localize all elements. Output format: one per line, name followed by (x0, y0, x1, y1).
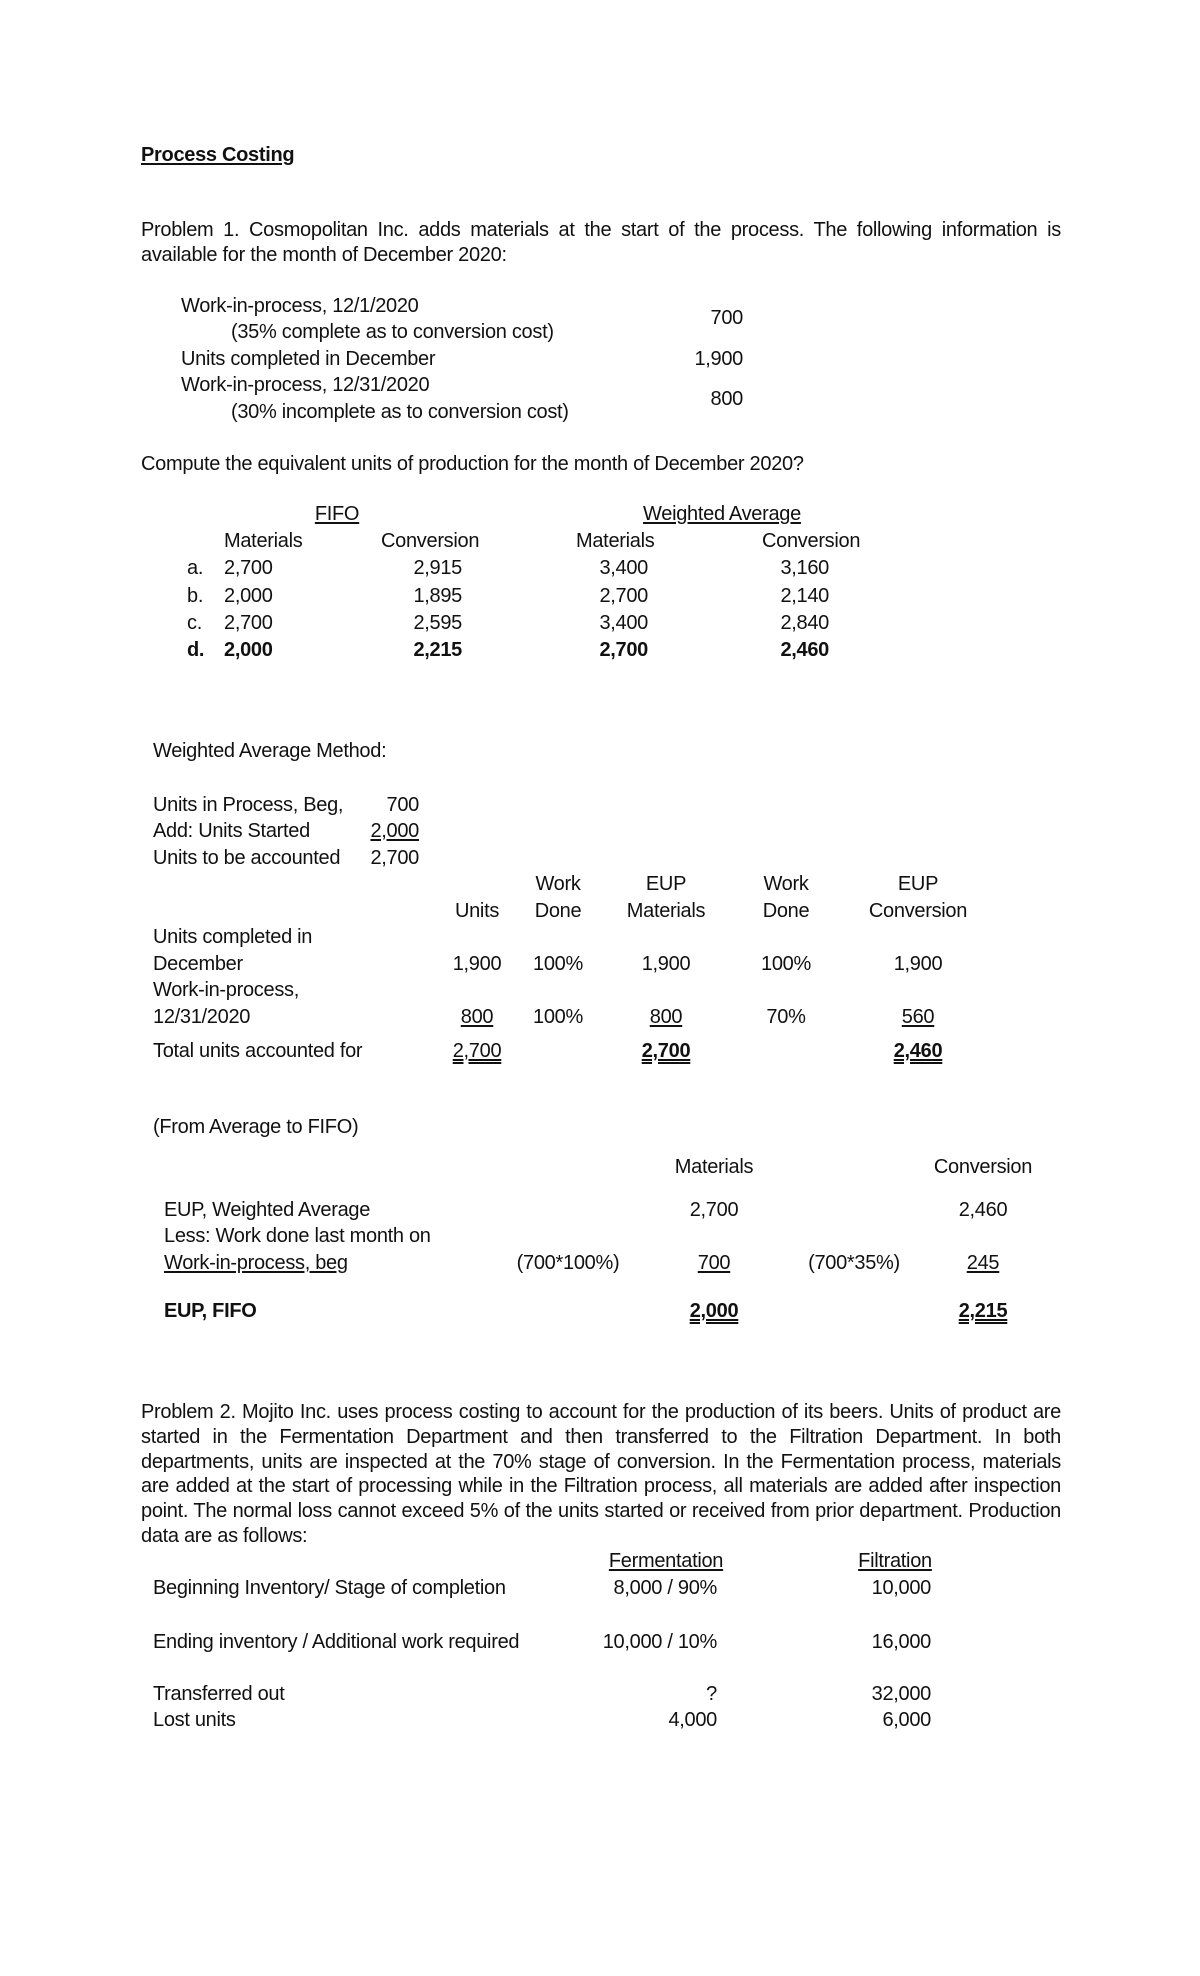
table-cell: 100% (761, 953, 811, 975)
fermentation-value: 8,000 / 90% (613, 1577, 717, 1599)
table-cell: 560 (901, 1006, 935, 1028)
fermentation-value: ? (706, 1683, 717, 1705)
table-header-top: Work (763, 873, 809, 895)
weighted-average-header: Weighted Average (643, 503, 801, 525)
less-materials: 700 (697, 1252, 731, 1274)
less-label: Less: Work done last month on (164, 1225, 431, 1247)
choice-letter: c. (187, 612, 202, 634)
choice-value: 1,895 (413, 585, 462, 607)
col-filtration: Filtration (858, 1550, 932, 1572)
table-header: Done (534, 900, 582, 922)
table-header: Units (454, 900, 500, 922)
choice-value: 2,700 (224, 557, 273, 579)
col-header: Materials (224, 530, 303, 552)
units-value: 2,000 (370, 820, 419, 842)
info-value: 1,900 (694, 348, 743, 370)
eup-wa-materials: 2,700 (689, 1199, 739, 1221)
units-label: Add: Units Started (153, 820, 310, 842)
info-value: 800 (710, 388, 743, 410)
less-conversion-calc: (700*35%) (808, 1252, 900, 1274)
table-cell: 800 (460, 1006, 494, 1028)
choice-value: 2,595 (413, 612, 462, 634)
info-value: 700 (710, 307, 743, 329)
fermentation-value: 4,000 (668, 1709, 717, 1731)
choice-value: 2,215 (413, 639, 462, 661)
choice-value: 2,700 (599, 585, 648, 607)
choice-letter: d. (187, 639, 205, 661)
choice-value: 2,915 (413, 557, 462, 579)
eup-fifo-label: EUP, FIFO (164, 1300, 257, 1322)
choice-value: 2,700 (224, 612, 273, 634)
info-label: Work-in-process, 12/31/2020 (181, 374, 430, 396)
table-header-top: Work (535, 873, 581, 895)
col-conversion: Conversion (933, 1156, 1033, 1178)
choice-value: 3,400 (599, 612, 648, 634)
eup-wa-conversion: 2,460 (958, 1199, 1008, 1221)
units-label: Units in Process, Beg, (153, 794, 344, 816)
table-row-label: Work-in-process, (153, 979, 299, 1001)
units-label: Units to be accounted (153, 847, 341, 869)
table-cell: 100% (533, 953, 583, 975)
eup-fifo-materials: 2,000 (689, 1300, 739, 1322)
total-value: 2,460 (893, 1040, 943, 1062)
choice-value: 2,460 (780, 639, 829, 661)
row-label: Beginning Inventory/ Stage of completion (153, 1577, 506, 1599)
choice-letter: b. (187, 585, 204, 607)
table-header-top: EUP (897, 873, 939, 895)
table-row-label: 12/31/2020 (153, 1006, 251, 1028)
choice-value: 2,840 (780, 612, 829, 634)
less-conversion: 245 (966, 1252, 1000, 1274)
filtration-value: 6,000 (882, 1709, 931, 1731)
filtration-value: 10,000 (871, 1577, 931, 1599)
choice-value: 3,400 (599, 557, 648, 579)
table-row-label: December (153, 953, 243, 975)
choice-value: 2,700 (599, 639, 648, 661)
table-header: Materials (626, 900, 706, 922)
col-header: Conversion (762, 530, 861, 552)
problem1-intro: Problem 1. Cosmopolitan Inc. adds materials at the start of the process. The following information is available for the month of December 2020: (141, 219, 1061, 266)
fermentation-value: 10,000 / 10% (602, 1631, 717, 1653)
filtration-value: 16,000 (871, 1631, 931, 1653)
choice-value: 3,160 (780, 557, 829, 579)
table-cell: 1,900 (641, 953, 691, 975)
col-fermentation: Fermentation (608, 1550, 724, 1572)
units-value: 2,700 (370, 847, 419, 869)
info-label: Units completed in December (181, 348, 436, 370)
total-label: Total units accounted for (153, 1040, 363, 1062)
table-header: Conversion (868, 900, 968, 922)
eup-fifo-conversion: 2,215 (958, 1300, 1008, 1322)
to-fifo-heading: (From Average to FIFO) (153, 1116, 359, 1138)
filtration-value: 32,000 (871, 1683, 931, 1705)
units-value: 700 (386, 794, 419, 816)
row-label: Transferred out (153, 1683, 285, 1705)
col-header: Conversion (381, 530, 480, 552)
choice-letter: a. (187, 557, 204, 579)
info-sub: (30% incomplete as to conversion cost) (231, 401, 569, 423)
less-materials-calc: (700*100%) (516, 1252, 620, 1274)
row-label: Lost units (153, 1709, 236, 1731)
table-row-label: Units completed in (153, 926, 313, 948)
choice-value: 2,000 (224, 585, 273, 607)
wa-method-heading: Weighted Average Method: (153, 740, 387, 762)
col-materials: Materials (674, 1156, 754, 1178)
col-header: Materials (576, 530, 655, 552)
table-cell: 1,900 (893, 953, 943, 975)
table-cell: 100% (533, 1006, 583, 1028)
total-value: 2,700 (452, 1040, 502, 1062)
table-header-top: EUP (645, 873, 687, 895)
problem1-question: Compute the equivalent units of production for the month of December 2020? (141, 453, 804, 475)
table-cell: 800 (649, 1006, 683, 1028)
less-label: Work-in-process, beg (164, 1252, 348, 1274)
choice-value: 2,000 (224, 639, 273, 661)
fifo-header: FIFO (314, 503, 360, 525)
page-title: Process Costing (141, 144, 295, 166)
choice-value: 2,140 (780, 585, 829, 607)
info-label: Work-in-process, 12/1/2020 (181, 295, 419, 317)
problem2-intro: Problem 2. Mojito Inc. uses process costing to account for the production of its beers. Units of product are started in the Fermentation Department and then transferred to the Filtration Department. In both departments, units are inspected at the 70% stage of conversion. In the Fermentation process, materials are added at the start of processing while in the Filtration process, all materials are added after inspection point. The normal loss cannot exceed 5% of the units started or received from prior department. Production data are as follows: (141, 1401, 1061, 1547)
eup-wa-label: EUP, Weighted Average (164, 1199, 371, 1221)
table-cell: 70% (766, 1006, 806, 1028)
table-cell: 1,900 (452, 953, 502, 975)
row-label: Ending inventory / Additional work required (153, 1631, 520, 1653)
table-header: Done (762, 900, 810, 922)
total-value: 2,700 (641, 1040, 691, 1062)
info-sub: (35% complete as to conversion cost) (231, 321, 554, 343)
